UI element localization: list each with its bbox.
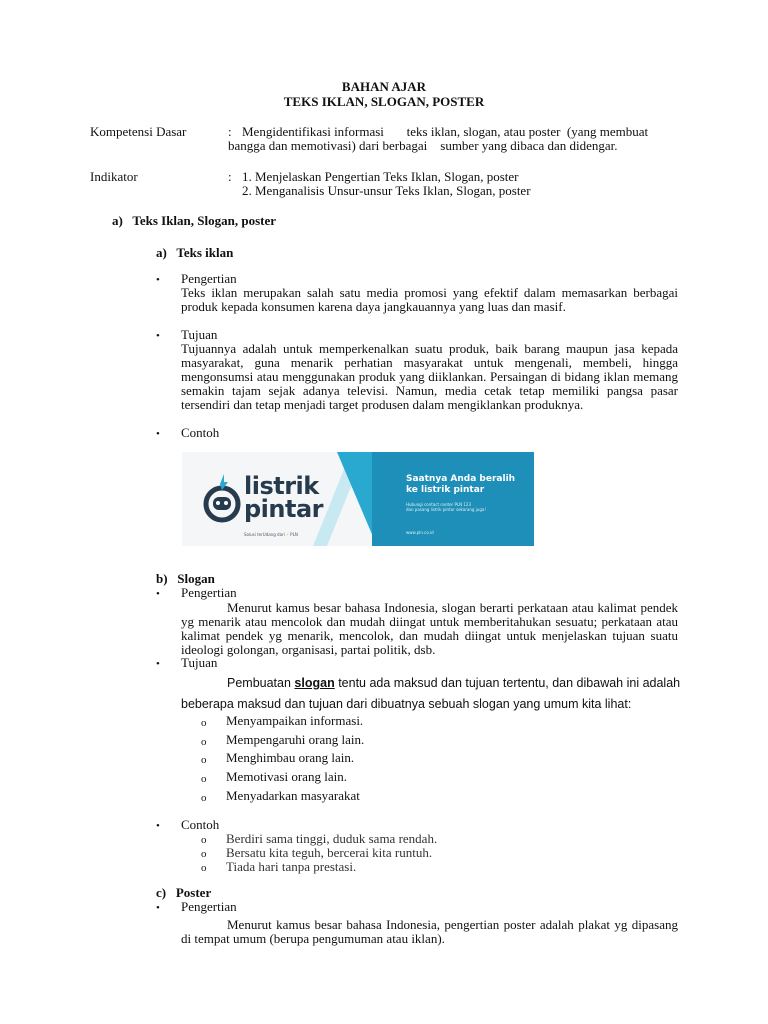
circle-bullet-icon: o [201, 773, 207, 785]
circle-bullet-icon: o [201, 862, 207, 874]
tujuan-item-2: Mempengaruhi orang lain. [226, 732, 365, 747]
poster-heading: c) Poster [156, 885, 212, 900]
indikator-label: Indikator [90, 169, 138, 184]
iklan-pengertian-text [181, 286, 678, 314]
slogan-tujuan-line2: beberapa maksud dan tujuan dari dibuatnya sebuah slogan yang umum kita lihat: [181, 697, 632, 711]
slogan-pengertian-label: Pengertian [181, 585, 237, 600]
poster-pengertian-text: Menurut kamus besar bahasa Indonesia, pengertian poster adalah plakat yg dipasang di tempat umum (berupa pengumuman atau iklan). [181, 917, 678, 946]
bullet-icon: • [156, 658, 160, 670]
bullet-icon: • [156, 274, 160, 286]
circle-bullet-icon: o [201, 736, 207, 748]
listrik-pintar-ad-banner [182, 452, 534, 546]
robot-logo-icon [202, 470, 242, 526]
kompetensi-colon: : [228, 124, 232, 139]
indikator-colon: : [228, 169, 232, 184]
iklan-pengertian-body: Teks iklan merupakan salah satu media promosi yang efektif dalam memasarkan berbagai produk kepada konsumen karena daya jangkauannya yang luas dan masif. [181, 285, 678, 314]
circle-bullet-icon: o [201, 834, 207, 846]
circle-bullet-icon: o [201, 848, 207, 860]
circle-bullet-icon: o [201, 717, 207, 729]
ad-url: www.pln.co.id [406, 530, 434, 535]
slogan-tujuan-line1 [227, 676, 679, 690]
teks-iklan-heading: a) Teks iklan [156, 245, 234, 260]
ad-headline [406, 474, 528, 496]
indikator-item-1: 1. Menjelaskan Pengertian Teks Iklan, Slogan, poster [242, 169, 519, 184]
slogan-pengertian-text: Menurut kamus besar bahasa Indonesia, slogan berarti perkataan atau kalimat pendek yg menarik atau mencolok dan mudah diingat untuk memberitahukan sesuatu; perkataan atau kalimat pendek yg menarik, mencolok, dan mudah diingat untuk menjelaskan tujuan suatu ideologi golongan, organisasi, partai politik, dsb. [181, 600, 678, 657]
doc-title: BAHAN AJAR [341, 79, 427, 94]
ad-wedge [337, 452, 377, 546]
ad-tagline-text: Solusi terUdang dari [244, 532, 285, 537]
slogan-contoh-label: Contoh [181, 817, 220, 832]
kompetensi-line1: Mengidentifikasi informasi teks iklan, slogan, atau poster (yang membuat [242, 124, 649, 139]
ad-logo-line1: listrik [244, 472, 319, 500]
section-a-heading: a) Teks Iklan, Slogan, poster [112, 213, 276, 228]
slogan-tujuan-label: Tujuan [181, 655, 218, 670]
bullet-icon: • [156, 902, 160, 914]
slogan-keyword-link[interactable]: slogan [294, 676, 335, 690]
poster-pengertian-label: Pengertian [181, 899, 237, 914]
ad-headline-1: Saatnya Anda beralih [406, 474, 516, 484]
slogan-tujuan-post: tentu ada maksud dan tujuan tertentu, dan dibawah ini adalah [334, 676, 681, 690]
doc-subtitle: TEKS IKLAN, SLOGAN, POSTER [283, 94, 485, 109]
iklan-contoh-label: Contoh [181, 425, 220, 440]
ad-tagline [244, 528, 298, 542]
bullet-icon: • [156, 330, 160, 342]
slogan-tujuan-pre: Pembuatan [227, 676, 295, 690]
ad-logo-line2: pintar [244, 495, 323, 523]
slogan-heading: b) Slogan [156, 571, 215, 586]
kompetensi-line2: bangga dan memotivasi) dari berbagai sumber yang dibaca dan didengar. [228, 138, 618, 153]
bullet-icon: • [156, 588, 160, 600]
iklan-pengertian-label: Pengertian [181, 271, 237, 286]
contoh-item-2: Bersatu kita teguh, bercerai kita runtuh. [226, 845, 433, 860]
circle-bullet-icon: o [201, 792, 207, 804]
iklan-tujuan-text: Tujuannya adalah untuk memperkenalkan suatu produk, baik barang maupun jasa kepada masyarakat, guna menarik perhatian masyarakat untuk mengenali, membeli, hingga mengonsumsi atau menggunakan produk yang diiklankan. Persaingan di bidang iklan memang semakin tajam sejak adanya televisi. Namun, media cetak tetap memiliki pangsa pasar tersendiri dan tetap menjadi target produsen dalam mengiklankan produknya. [181, 341, 678, 412]
ad-small-1: Hubungi contact center PLN 123 [406, 502, 471, 507]
bullet-icon: • [156, 428, 160, 440]
pln-logo-icon: ⚡ [286, 532, 289, 537]
ad-small-2: dan pasang listrik pintar sekarang juga! [406, 507, 486, 512]
kompetensi-label: Kompetensi Dasar [90, 124, 187, 139]
contoh-item-1: Berdiri sama tinggi, duduk sama rendah. [226, 831, 438, 846]
tujuan-item-4: Memotivasi orang lain. [226, 769, 347, 784]
ad-headline-2: ke listrik pintar [406, 485, 485, 495]
tujuan-item-5: Menyadarkan masyarakat [226, 788, 360, 803]
circle-bullet-icon: o [201, 754, 207, 766]
tujuan-item-3: Menghimbau orang lain. [226, 750, 355, 765]
bullet-icon: • [156, 820, 160, 832]
ad-pln-text: PLN [290, 532, 298, 537]
tujuan-item-1: Menyampaikan informasi. [226, 713, 364, 728]
indikator-item-2: 2. Menganalisis Unsur-unsur Teks Iklan, Slogan, poster [242, 183, 531, 198]
iklan-tujuan-label: Tujuan [181, 327, 218, 342]
contoh-item-3: Tiada hari tanpa prestasi. [226, 859, 357, 874]
